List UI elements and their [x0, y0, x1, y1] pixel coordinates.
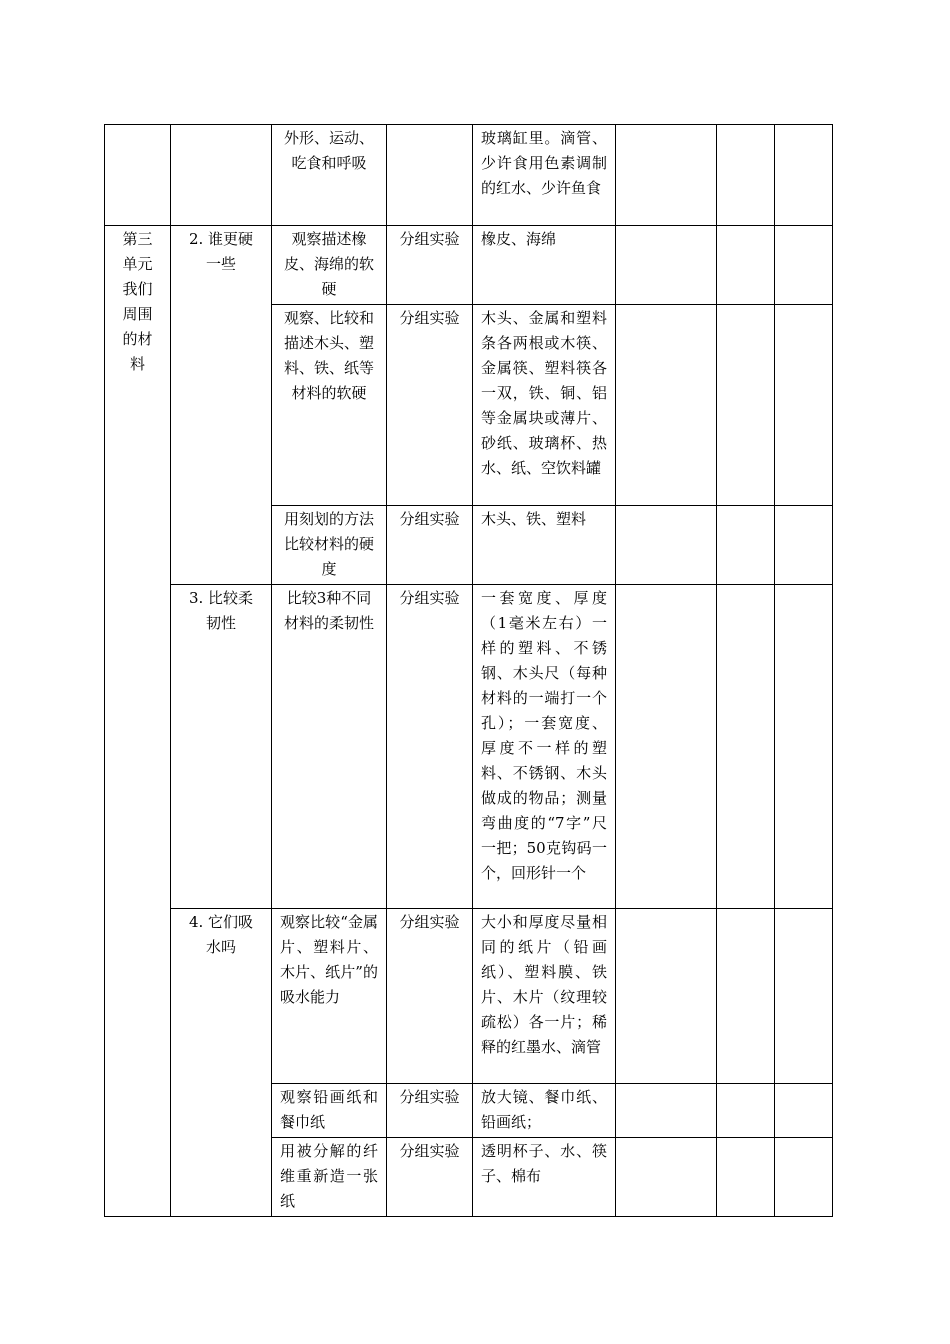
activity-cell: 观察比较“金属片、塑料片、木片、纸片”的吸水能力 [272, 909, 387, 1084]
empty-cell [717, 305, 775, 506]
empty-cell [616, 1084, 717, 1138]
activity-cell: 观察、比较和描述木头、塑料、铁、纸等材料的软硬 [272, 305, 387, 506]
type-cell: 分组实验 [387, 1138, 473, 1217]
type-cell [387, 125, 473, 226]
table-row [105, 909, 833, 1084]
empty-cell [616, 305, 717, 506]
materials-cell: 放大镜、餐巾纸、铅画纸； [473, 1084, 616, 1138]
empty-cell [717, 585, 775, 909]
table-row [105, 585, 833, 909]
empty-cell [616, 909, 717, 1084]
materials-cell: 一套宽度、厚度（1毫米左右）一样的塑料、不锈钢、木头尺（每种材料的一端打一个孔）；一套宽度、厚度不一样的塑料、不锈钢、木头做成的物品；测量弯曲度的“7字”尺一把；50克钩码一个，回形针一个 [473, 585, 616, 909]
empty-cell [616, 226, 717, 305]
empty-cell [775, 1084, 833, 1138]
empty-cell [616, 585, 717, 909]
type-cell: 分组实验 [387, 909, 473, 1084]
lesson-cell [171, 125, 272, 226]
materials-cell: 木头、金属和塑料条各两根或木筷、金属筷、塑料筷各一双，铁、铜、铝等金属块或薄片、砂纸、玻璃杯、热水、纸、空饮料罐 [473, 305, 616, 506]
unit-cell [105, 125, 171, 226]
table-row [105, 125, 833, 226]
materials-cell: 橡皮、海绵 [473, 226, 616, 305]
materials-cell: 大小和厚度尽量相同的纸片（铅画纸）、塑料膜、铁片、木片（纹理较疏松）各一片；稀释的红墨水、滴管 [473, 909, 616, 1084]
empty-cell [775, 506, 833, 585]
empty-cell [717, 125, 775, 226]
type-cell: 分组实验 [387, 506, 473, 585]
type-cell: 分组实验 [387, 1084, 473, 1138]
activity-cell: 观察铅画纸和餐巾纸 [272, 1084, 387, 1138]
empty-cell [775, 226, 833, 305]
empty-cell [717, 226, 775, 305]
activity-cell: 比较3种不同材料的柔韧性 [272, 585, 387, 909]
empty-cell [717, 909, 775, 1084]
lesson-cell: 4. 它们吸水吗 [171, 909, 272, 1217]
unit-cell: 第三单元我们周围的材料 [105, 226, 171, 1217]
table-row [105, 226, 833, 305]
empty-cell [775, 1138, 833, 1217]
empty-cell [775, 909, 833, 1084]
empty-cell [775, 585, 833, 909]
lesson-cell: 2. 谁更硬一些 [171, 226, 272, 585]
type-cell: 分组实验 [387, 226, 473, 305]
empty-cell [775, 125, 833, 226]
materials-cell: 木头、铁、塑料 [473, 506, 616, 585]
empty-cell [616, 125, 717, 226]
lesson-cell: 3. 比较柔韧性 [171, 585, 272, 909]
activity-cell: 观察描述橡皮、海绵的软硬 [272, 226, 387, 305]
materials-cell: 透明杯子、水、筷子、棉布 [473, 1138, 616, 1217]
experiment-table [104, 124, 833, 1217]
materials-cell: 玻璃缸里。滴管、少许食用色素调制的红水、少许鱼食 [473, 125, 616, 226]
empty-cell [616, 1138, 717, 1217]
activity-cell: 用刻划的方法比较材料的硬度 [272, 506, 387, 585]
activity-cell: 外形、运动、吃食和呼吸 [272, 125, 387, 226]
activity-cell: 用被分解的纤维重新造一张纸 [272, 1138, 387, 1217]
empty-cell [717, 1084, 775, 1138]
empty-cell [717, 506, 775, 585]
empty-cell [775, 305, 833, 506]
type-cell: 分组实验 [387, 305, 473, 506]
empty-cell [717, 1138, 775, 1217]
type-cell: 分组实验 [387, 585, 473, 909]
empty-cell [616, 506, 717, 585]
